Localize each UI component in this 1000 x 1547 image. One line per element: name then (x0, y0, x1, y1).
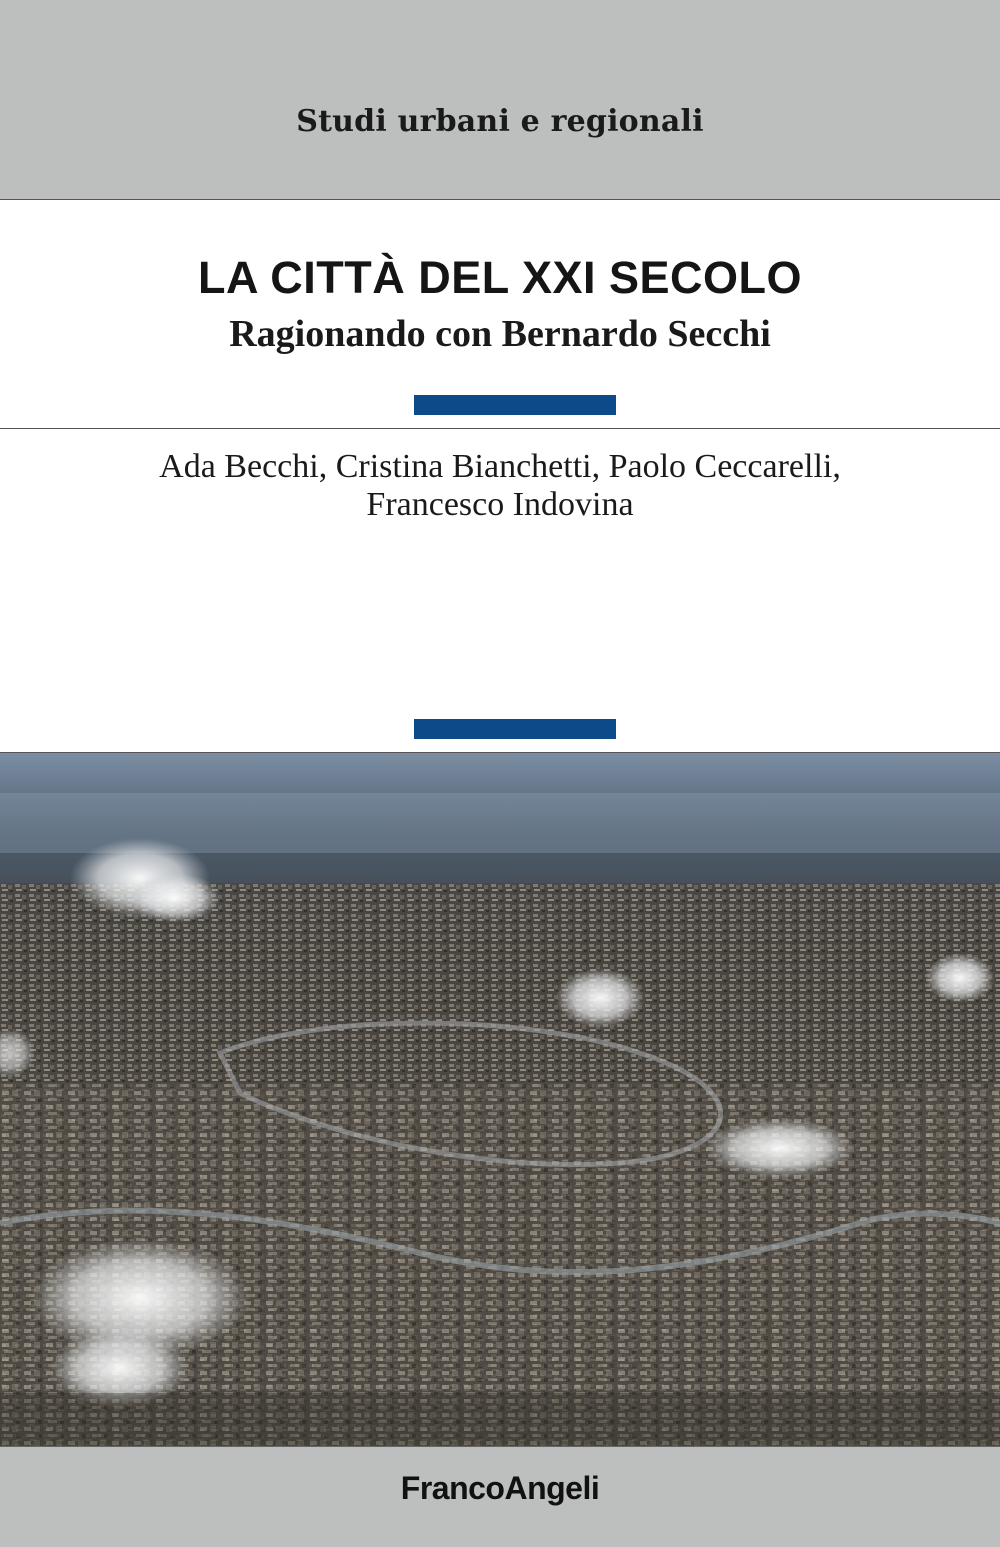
divider-line (0, 428, 1000, 429)
authors (0, 448, 1000, 524)
aerial-city-illustration (0, 753, 1000, 1447)
series-band (0, 0, 1000, 200)
publisher-logo: FrancoAngeli (400, 1470, 600, 1506)
accent-bar-bottom (414, 719, 616, 739)
aerial-city-photo (0, 752, 1000, 1447)
book-title: LA CITTÀ DEL XXI SECOLO (197, 252, 803, 303)
accent-bar-top (414, 395, 616, 415)
series-name: Studi urbani e regionali (296, 104, 704, 139)
authors-line-2: Francesco Indovina (366, 486, 634, 523)
authors-line-1: Ada Becchi, Cristina Bianchetti, Paolo Ceccarelli, (159, 448, 841, 485)
book-subtitle: Ragionando con Bernardo Secchi (229, 313, 771, 355)
